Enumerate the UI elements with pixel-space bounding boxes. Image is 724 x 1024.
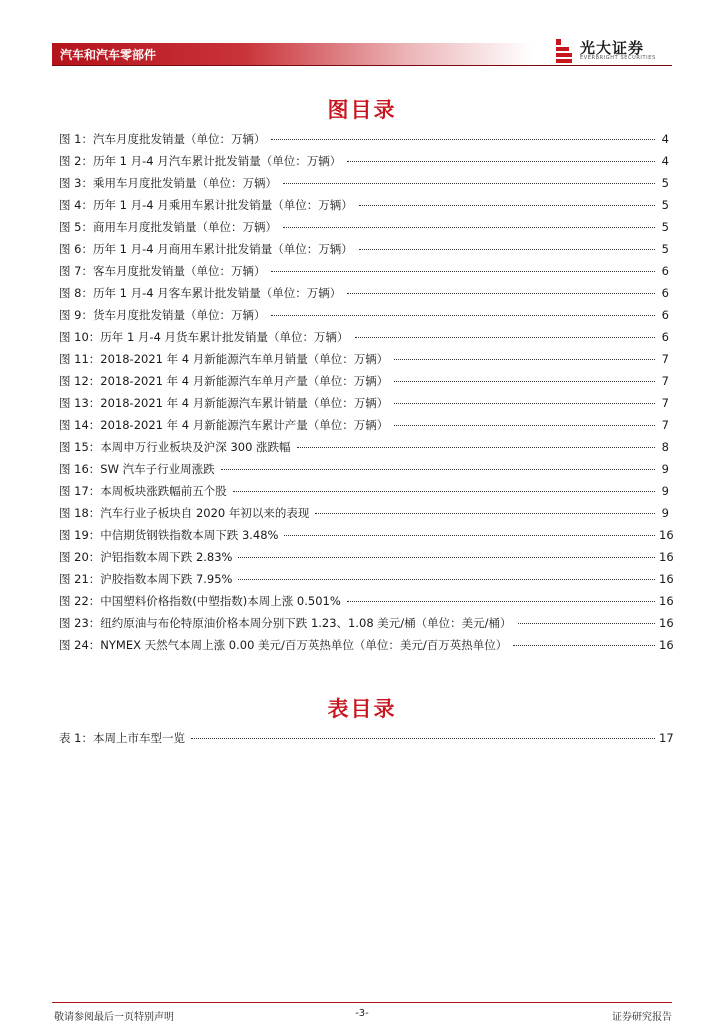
dot-leader: [394, 403, 655, 404]
figure-toc-entry-label: 图 1：汽车月度批发销量（单位：万辆）: [59, 132, 266, 146]
dot-leader: [271, 139, 655, 140]
dot-leader: [283, 227, 655, 228]
figures-toc-list: [59, 131, 674, 659]
figure-toc-entry-page: 16: [659, 528, 674, 542]
figure-toc-entry[interactable]: [59, 593, 674, 615]
figure-toc-entry-page: 4: [661, 154, 669, 168]
figure-toc-entry-page: 8: [661, 440, 669, 454]
figure-toc-entry[interactable]: [59, 307, 669, 329]
page-header: [52, 39, 672, 65]
figure-toc-entry-page: 9: [661, 484, 669, 498]
dot-leader: [355, 337, 655, 338]
figure-toc-entry[interactable]: [59, 285, 669, 307]
figure-toc-entry-label: 图 16：SW 汽车子行业周涨跌: [59, 462, 215, 476]
figure-toc-entry[interactable]: [59, 615, 674, 637]
logo-mark-icon: [554, 39, 574, 63]
figure-toc-entry-page: 6: [661, 264, 669, 278]
figure-toc-entry-label: 图 18：汽车行业子板块自 2020 年初以来的表现: [59, 506, 310, 520]
figure-toc-entry[interactable]: [59, 549, 674, 571]
table-toc-entry-page: 17: [659, 731, 674, 745]
dot-leader: [347, 601, 655, 602]
dot-leader: [394, 425, 655, 426]
figure-toc-entry[interactable]: [59, 439, 669, 461]
section-title: 汽车和汽车零部件: [60, 48, 157, 62]
figure-toc-entry-page: 7: [661, 374, 669, 388]
figure-toc-entry[interactable]: [59, 131, 669, 153]
dot-leader: [518, 623, 655, 624]
dot-leader: [284, 535, 655, 536]
figure-toc-entry-label: 图 21：沪胶指数本周下跌 7.95%: [59, 572, 233, 586]
figure-toc-entry[interactable]: [59, 329, 669, 351]
figure-toc-entry-page: 16: [659, 638, 674, 652]
logo-text-cn: 光大证券: [580, 39, 645, 57]
brand-logo: [554, 37, 672, 65]
figure-toc-entry[interactable]: [59, 351, 669, 373]
figure-toc-entry[interactable]: [59, 571, 674, 593]
figure-toc-entry-page: 5: [661, 198, 669, 212]
dot-leader: [191, 738, 655, 739]
figure-toc-entry-page: 16: [659, 594, 674, 608]
dot-leader: [394, 381, 655, 382]
figure-toc-entry[interactable]: [59, 241, 669, 263]
figure-toc-entry-label: 图 12：2018-2021 年 4 月新能源汽车单月产量（单位：万辆）: [59, 374, 389, 388]
figure-toc-entry-label: 图 22：中国塑料价格指数(中塑指数)本周上涨 0.501%: [59, 594, 341, 608]
figure-toc-entry-label: 图 13：2018-2021 年 4 月新能源汽车累计销量（单位：万辆）: [59, 396, 389, 410]
header-bar: [52, 43, 532, 65]
dot-leader: [271, 315, 655, 316]
dot-leader: [359, 249, 655, 250]
figure-toc-entry-label: 图 10：历年 1 月-4 月货车累计批发销量（单位：万辆）: [59, 330, 349, 344]
figure-toc-entry[interactable]: [59, 637, 674, 659]
figure-toc-entry-page: 9: [661, 506, 669, 520]
figure-toc-entry[interactable]: [59, 263, 669, 285]
figure-toc-entry-page: 7: [661, 352, 669, 366]
footer-page-number: -3-: [355, 1008, 369, 1019]
figure-toc-entry-label: 图 24：NYMEX 天然气本周上涨 0.00 美元/百万英热单位（单位：美元/百万英热单位）: [59, 638, 508, 652]
figure-toc-entry-page: 9: [661, 462, 669, 476]
figure-toc-entry-page: 6: [661, 286, 669, 300]
tables-toc-title: 表目录: [327, 697, 397, 721]
figure-toc-entry-page: 16: [659, 550, 674, 564]
figure-toc-entry-page: 16: [659, 616, 674, 630]
figure-toc-entry-label: 图 8：历年 1 月-4 月客车累计批发销量（单位：万辆）: [59, 286, 342, 300]
figure-toc-entry[interactable]: [59, 527, 674, 549]
figure-toc-entry-page: 4: [661, 132, 669, 146]
figure-toc-entry-page: 7: [661, 396, 669, 410]
figure-toc-entry[interactable]: [59, 395, 669, 417]
dot-leader: [347, 161, 655, 162]
footer-disclaimer: 敬请参阅最后一页特别声明: [54, 1012, 174, 1023]
figure-toc-entry[interactable]: [59, 461, 669, 483]
figure-toc-entry-page: 6: [661, 308, 669, 322]
figure-toc-entry-label: 图 11：2018-2021 年 4 月新能源汽车单月销量（单位：万辆）: [59, 352, 389, 366]
dot-leader: [359, 205, 655, 206]
figure-toc-entry-page: 5: [661, 220, 669, 234]
figure-toc-entry-label: 图 6：历年 1 月-4 月商用车累计批发销量（单位：万辆）: [59, 242, 353, 256]
dot-leader: [238, 579, 655, 580]
figure-toc-entry-label: 图 2：历年 1 月-4 月汽车累计批发销量（单位：万辆）: [59, 154, 342, 168]
figure-toc-entry-page: 5: [661, 242, 669, 256]
dot-leader: [513, 645, 655, 646]
table-toc-entry-label: 表 1：本周上市车型一览: [59, 731, 185, 745]
figure-toc-entry-label: 图 4：历年 1 月-4 月乘用车累计批发销量（单位：万辆）: [59, 198, 353, 212]
figure-toc-entry[interactable]: [59, 417, 669, 439]
figure-toc-entry[interactable]: [59, 505, 669, 527]
figure-toc-entry-page: 7: [661, 418, 669, 432]
footer-report-type: 证券研究报告: [612, 1012, 672, 1023]
figure-toc-entry-page: 16: [659, 572, 674, 586]
figure-toc-entry-page: 6: [661, 330, 669, 344]
figure-toc-entry-label: 图 9：货车月度批发销量（单位：万辆）: [59, 308, 266, 322]
header-rule: [52, 65, 672, 66]
figure-toc-entry-label: 图 14：2018-2021 年 4 月新能源汽车累计产量（单位：万辆）: [59, 418, 389, 432]
dot-leader: [347, 293, 655, 294]
figure-toc-entry-label: 图 15：本周申万行业板块及沪深 300 涨跌幅: [59, 440, 291, 454]
dot-leader: [271, 271, 655, 272]
figure-toc-entry[interactable]: [59, 175, 669, 197]
figure-toc-entry-label: 图 23：纽约原油与布伦特原油价格本周分别下跌 1.23、1.08 美元/桶（单位：美元/桶）: [59, 616, 512, 630]
figure-toc-entry-label: 图 5：商用车月度批发销量（单位：万辆）: [59, 220, 277, 234]
logo-text-en: EVERBRIGHT SECURITIES: [580, 55, 656, 61]
figure-toc-entry[interactable]: [59, 197, 669, 219]
dot-leader: [315, 513, 655, 514]
figure-toc-entry[interactable]: [59, 483, 669, 505]
figure-toc-entry[interactable]: [59, 153, 669, 175]
figure-toc-entry[interactable]: [59, 219, 669, 241]
footer-rule: [52, 1002, 672, 1003]
figures-toc-title: 图目录: [327, 98, 397, 122]
dot-leader: [297, 447, 655, 448]
figure-toc-entry-label: 图 19：中信期货钢铁指数本周下跌 3.48%: [59, 528, 279, 542]
dot-leader: [394, 359, 655, 360]
tables-toc-list: [59, 730, 674, 752]
dot-leader: [238, 557, 655, 558]
figure-toc-entry-label: 图 20：沪铝指数本周下跌 2.83%: [59, 550, 233, 564]
table-toc-entry[interactable]: [59, 730, 674, 752]
dot-leader: [233, 491, 655, 492]
figure-toc-entry-label: 图 3：乘用车月度批发销量（单位：万辆）: [59, 176, 277, 190]
figure-toc-entry-label: 图 7：客车月度批发销量（单位：万辆）: [59, 264, 266, 278]
figure-toc-entry[interactable]: [59, 373, 669, 395]
figure-toc-entry-page: 5: [661, 176, 669, 190]
dot-leader: [221, 469, 655, 470]
dot-leader: [283, 183, 655, 184]
figure-toc-entry-label: 图 17：本周板块涨跌幅前五个股: [59, 484, 227, 498]
